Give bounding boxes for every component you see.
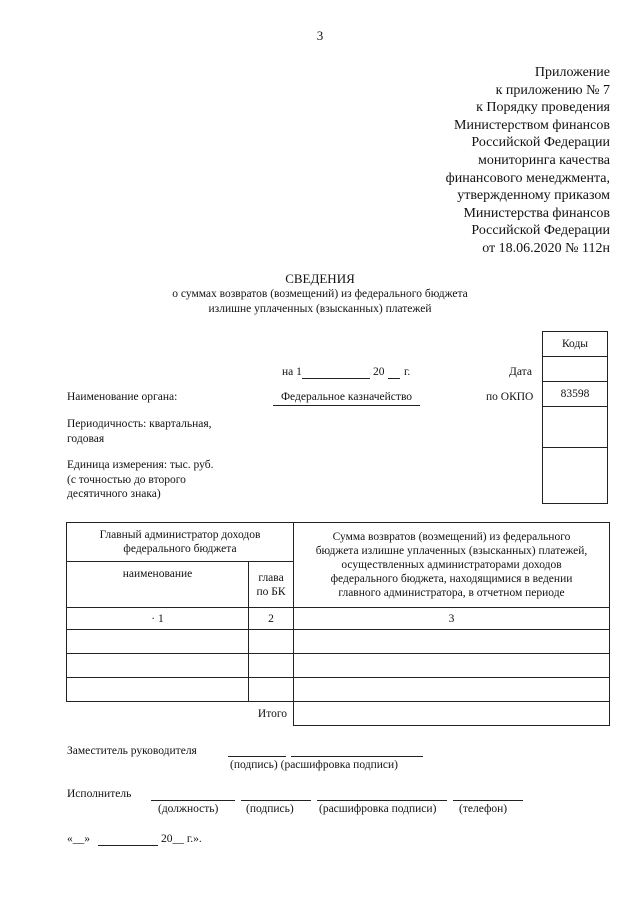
header-sum-line: осуществленных администраторами доходов xyxy=(341,559,562,571)
appendix-line: Министерством финансов xyxy=(454,117,610,133)
bottom-date-day: «__» xyxy=(67,833,90,845)
periodicity-label: годовая xyxy=(67,433,105,445)
appendix-line: от 18.06.2020 № 112н xyxy=(482,240,610,256)
header-chapter-line: по БК xyxy=(256,585,286,598)
header-sum-line: Сумма возвратов (возмещений) из федерального xyxy=(332,531,571,543)
exec-phone-line[interactable] xyxy=(453,800,523,801)
decode-caption: (расшифровка подписи) xyxy=(319,803,437,815)
document-title: СВЕДЕНИЯ xyxy=(285,271,355,286)
sign-caption: (подпись) xyxy=(246,803,294,815)
exec-position-line[interactable] xyxy=(151,800,235,801)
header-admin-line: федерального бюджета xyxy=(123,543,237,555)
total-row xyxy=(67,702,610,726)
deputy-caption: (подпись) (расшифровка подписи) xyxy=(230,759,399,771)
header-chapter xyxy=(249,562,294,608)
header-chapter-line: глава xyxy=(258,571,284,584)
date-blank[interactable] xyxy=(302,378,370,379)
codes-periodicity-cell xyxy=(543,407,607,448)
exec-decode-line[interactable] xyxy=(317,800,447,801)
deputy-label: Заместитель руководителя xyxy=(67,745,197,757)
unit-label: десятичного знака) xyxy=(67,488,161,500)
header-sum-line: федерального бюджета, находящимися в ведении xyxy=(330,573,573,585)
table-row xyxy=(67,630,610,654)
exec-sign-line[interactable] xyxy=(241,800,311,801)
unit-label: Единица измерения: тыс. руб. xyxy=(67,459,214,471)
appendix-line: Министерства финансов xyxy=(463,205,610,221)
deputy-decode-line[interactable] xyxy=(291,756,423,757)
bottom-date-year: 20__ г.». xyxy=(161,833,202,845)
appendix-line: к Порядку проведения xyxy=(476,100,610,116)
year-blank[interactable] xyxy=(388,378,400,379)
periodicity-label: Периодичность: квартальная, xyxy=(67,418,212,430)
executor-label: Исполнитель xyxy=(67,788,132,800)
document-subtitle: о суммах возвратов (возмещений) из федерального бюджета xyxy=(172,288,468,300)
total-cell[interactable] xyxy=(294,702,610,726)
codes-header: Коды xyxy=(543,332,607,357)
position-caption: (должность) xyxy=(158,803,219,815)
table-cell[interactable] xyxy=(294,654,610,678)
appendix-line: к приложению № 7 xyxy=(495,82,610,98)
header-admin xyxy=(67,523,294,562)
total-label: Итого xyxy=(257,707,287,720)
header-name: наименование xyxy=(67,562,249,608)
date-prefix: на 1 xyxy=(282,366,302,378)
column-number: 3 xyxy=(294,608,610,630)
table-row xyxy=(67,678,610,702)
document-subtitle: излишне уплаченных (взысканных) платежей xyxy=(208,303,432,315)
table-cell[interactable] xyxy=(294,630,610,654)
appendix-block xyxy=(446,64,610,258)
org-value: Федеральное казначейство xyxy=(273,390,420,406)
appendix-line: финансового менеджмента, xyxy=(445,170,610,186)
date-year: 20 xyxy=(373,366,385,378)
date-code-label: Дата xyxy=(509,366,532,378)
table-cell[interactable] xyxy=(67,654,249,678)
bottom-date-month-line[interactable] xyxy=(98,845,158,846)
codes-date-cell xyxy=(543,357,607,382)
table-cell[interactable] xyxy=(67,630,249,654)
okpo-label: по ОКПО xyxy=(486,391,534,403)
header-sum xyxy=(294,523,610,608)
date-suffix: г. xyxy=(404,366,411,378)
table-cell[interactable] xyxy=(67,678,249,702)
deputy-sign-line[interactable] xyxy=(228,756,286,757)
table-cell[interactable] xyxy=(294,678,610,702)
appendix-line: Приложение xyxy=(534,65,610,80)
header-sum-line: бюджета излишне уплаченных (взысканных) платежей, xyxy=(315,545,588,557)
okpo-code: 83598 xyxy=(543,382,607,407)
appendix-line: мониторинга качества xyxy=(477,152,610,168)
appendix-line: Российской Федерации xyxy=(471,223,610,239)
table-row xyxy=(67,654,610,678)
column-number: · 1 xyxy=(67,608,249,630)
header-sum-line: главного администратора, в отчетном периоде xyxy=(338,587,565,599)
table-cell[interactable] xyxy=(249,654,294,678)
unit-label: (с точностью до второго xyxy=(67,474,186,486)
phone-caption: (телефон) xyxy=(459,803,508,815)
table-cell[interactable] xyxy=(249,678,294,702)
header-admin-line: Главный администратор доходов xyxy=(99,529,261,541)
column-number: 2 xyxy=(249,608,294,630)
returns-table xyxy=(66,522,610,726)
appendix-line: Российской Федерации xyxy=(471,135,610,151)
codes-box xyxy=(542,331,608,504)
page-number: 3 xyxy=(316,28,324,43)
table-cell[interactable] xyxy=(249,630,294,654)
appendix-line: утвержденному приказом xyxy=(457,188,610,204)
org-label: Наименование органа: xyxy=(67,391,178,403)
codes-unit-cell xyxy=(543,448,607,503)
